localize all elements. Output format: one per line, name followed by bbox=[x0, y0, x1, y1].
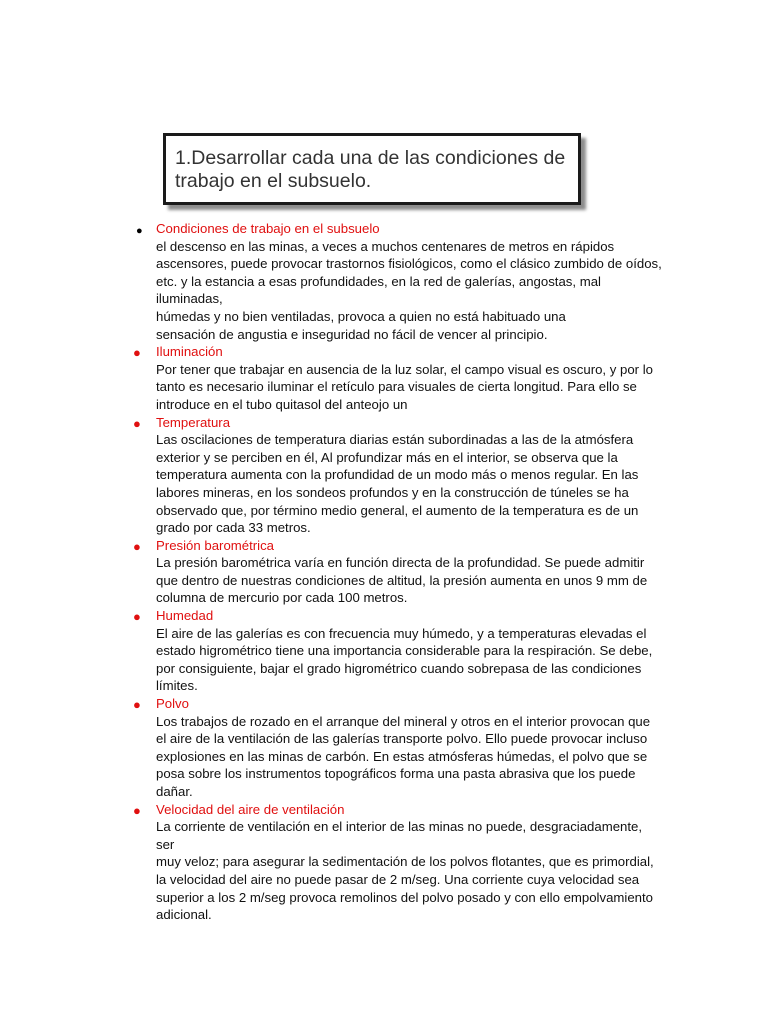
title-box bbox=[163, 133, 581, 205]
bullet-icon: ● bbox=[133, 609, 141, 625]
section-body: La presión barométrica varía en función directa de la profundidad. Se puede admitir que dentro de nuestras condiciones de altitud, la presión aumenta en unos 9 mm de columna de mercurio por cada 100 metros. bbox=[156, 555, 648, 606]
section-body: El aire de las galerías es con frecuencia muy húmedo, y a temperaturas elevadas el estado higrométrico tiene una importancia considerable para la respiración. Se debe, por consiguiente, bajar el grado higrométrico cuando sobrepasa de las condiciones límites. bbox=[156, 625, 653, 694]
list-item-presion bbox=[0, 537, 664, 607]
page-title: 1.Desarrollar cada una de las condiciones de trabajo en el subsuelo. bbox=[175, 147, 566, 192]
list-item-temperatura bbox=[0, 414, 664, 537]
bullet-icon: ● bbox=[133, 538, 141, 554]
section-body: Por tener que trabajar en ausencia de la luz solar, el campo visual es oscuro, y por lo tanto es necesario iluminar el retículo para visuales de cierta longitud. Para ello se introduce en el tubo quitasol del anteojo un bbox=[156, 361, 654, 412]
section-heading: Presión barométrica bbox=[156, 537, 275, 553]
conditions-list bbox=[0, 220, 768, 924]
list-item-iluminacion bbox=[0, 343, 664, 413]
bullet-icon: ● bbox=[136, 225, 143, 237]
list-item-humedad bbox=[0, 607, 664, 695]
section-body: La corriente de ventilación en el interior de las minas no puede, desgraciadamente, ser muy veloz; para asegurar la sedimentación de los polvos flotantes, que es primordial, la velocidad del aire no puede pasar de 2 m/seg. Una corriente cuya velocidad sea superior a los 2 m/seg provoca remolinos del polvo posado y con ello empolvamiento adicional. bbox=[156, 819, 654, 923]
section-heading: Iluminación bbox=[156, 344, 223, 360]
list-item-velocidad bbox=[0, 801, 664, 924]
section-heading: Humedad bbox=[156, 608, 214, 624]
section-body: Los trabajos de rozado en el arranque del mineral y otros en el interior provocan que el aire de la ventilación de las galerías transporte polvo. Ello puede provocar incluso explosiones en las minas de carbón. En estas atmósferas húmedas, el polvo que se posa sobre los instrumentos topográficos forma una pasta abrasiva que los puede dañar. bbox=[156, 713, 651, 799]
section-body: el descenso en las minas, a veces a muchos centenares de metros en rápidos ascensores, puede provocar trastornos fisiológicos, como el clásico zumbido de oídos, etc. y la estancia a esas profundidades, en la red de galerías, angostas, mal iluminadas, húmedas y no bien ventiladas, provoca a quien no está habituado una sensación de angustia e inseguridad no fácil de vencer al principio. bbox=[156, 238, 662, 342]
section-heading: Condiciones de trabajo en el subsuelo bbox=[156, 221, 380, 236]
bullet-icon: ● bbox=[133, 345, 141, 361]
section-body: Las oscilaciones de temperatura diarias están subordinadas a las de la atmósfera exterior y se perciben en él, Al profundizar más en el interior, se observa que la temperatura aumenta con la profundidad de un modo más o menos regular. En las labores mineras, en los sondeos profundos y en la construcción de túneles se ha observado que, por término medio general, el aumento de la temperatura es de un grado por cada 33 metros. bbox=[156, 432, 639, 536]
section-heading: Velocidad del aire de ventilación bbox=[156, 801, 345, 817]
section-heading: Polvo bbox=[156, 696, 189, 712]
section-heading: Temperatura bbox=[156, 414, 231, 430]
bullet-icon: ● bbox=[133, 802, 141, 818]
bullet-icon: ● bbox=[133, 415, 141, 431]
list-item-condiciones bbox=[0, 220, 664, 343]
list-item-polvo bbox=[0, 695, 664, 801]
bullet-icon: ● bbox=[133, 697, 141, 713]
